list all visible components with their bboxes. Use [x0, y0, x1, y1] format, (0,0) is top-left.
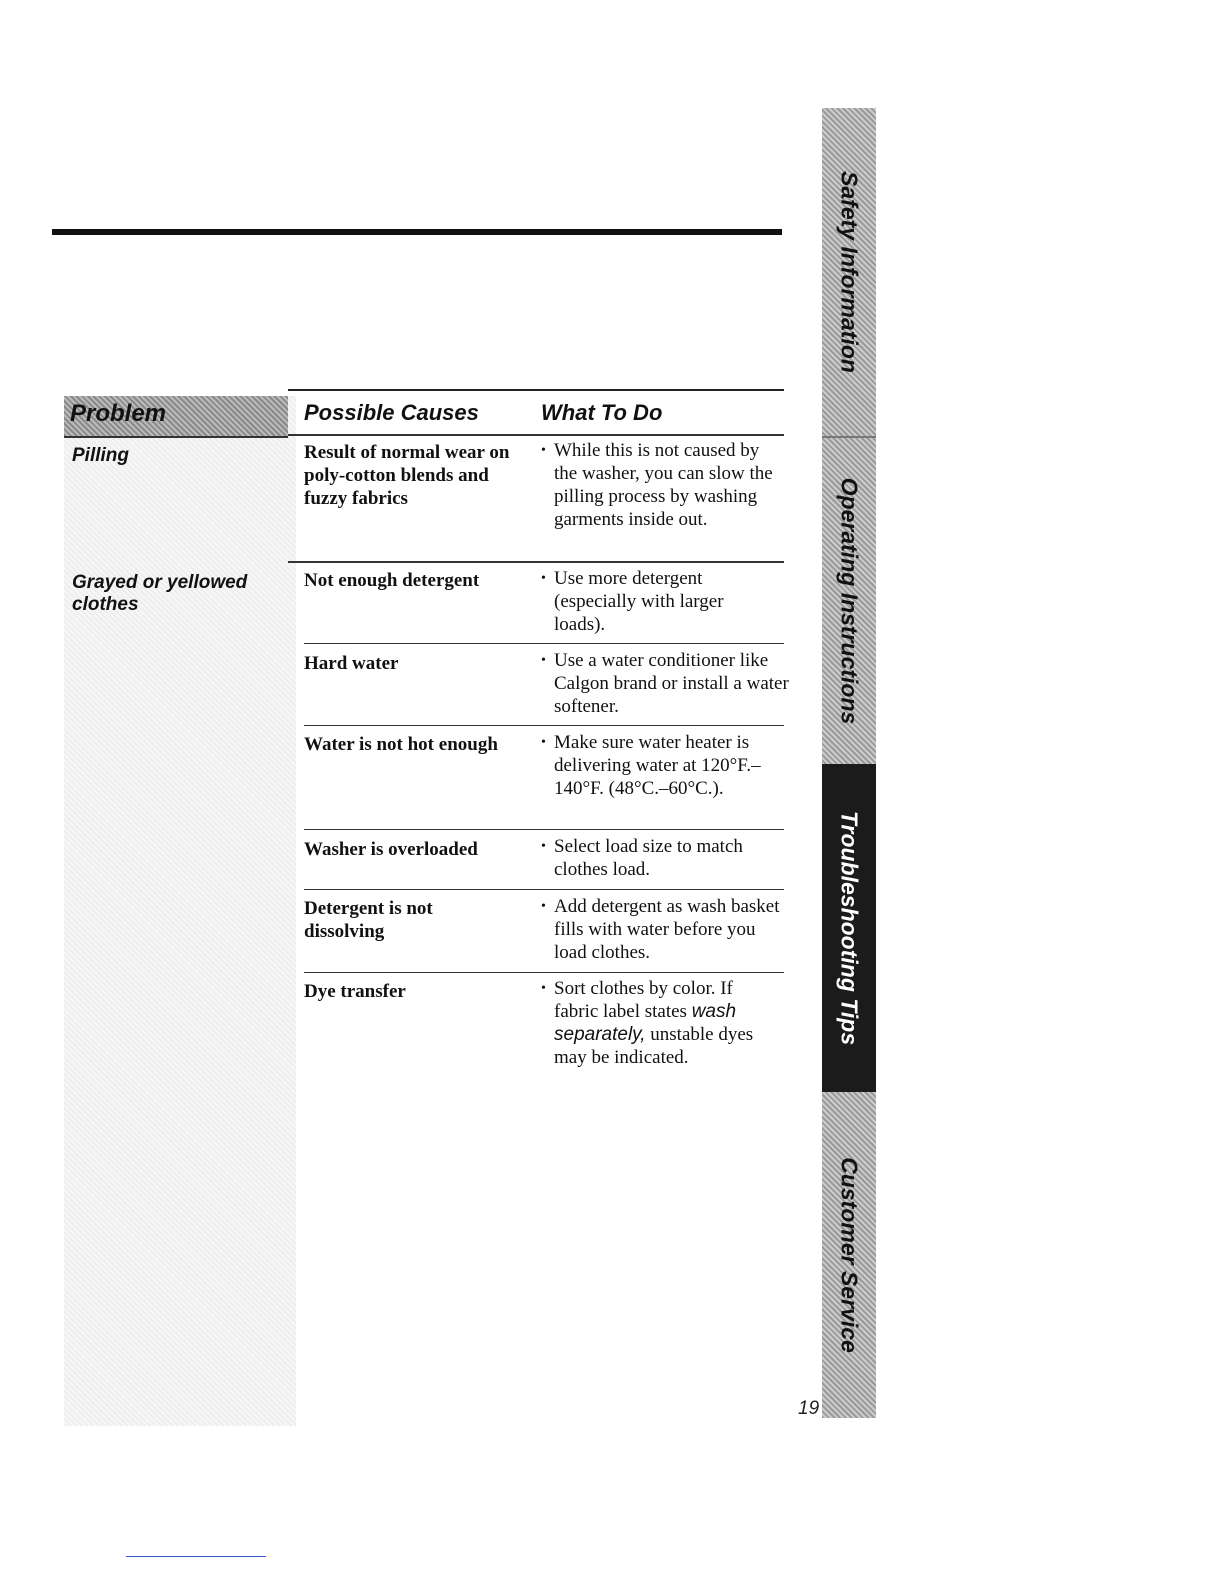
todo-text: Use a water conditioner like Calgon brand or install a water softener. — [554, 650, 789, 717]
row-divider — [304, 829, 784, 830]
todo-item — [541, 835, 781, 881]
causes-column-header: Possible Causes — [304, 400, 479, 425]
top-rule — [52, 229, 782, 235]
todo-text: Select load size to match clothes load. — [554, 836, 743, 880]
bullet-icon: • — [541, 735, 546, 750]
header-rule — [288, 389, 784, 391]
todo-item — [541, 895, 781, 964]
todo-emphasis: wash separately, — [554, 1001, 737, 1045]
page-number: 19 — [798, 1398, 820, 1419]
bullet-icon: • — [541, 839, 546, 854]
cause-text: Result of normal wear on poly-cotton blends and fuzzy fabrics — [304, 442, 510, 509]
todo-text-part: unstable dyes may be indicated. — [554, 1024, 754, 1068]
tab-troubleshooting-tips[interactable] — [822, 764, 876, 1092]
todo-item — [541, 731, 781, 800]
todo-text-part: Sort clothes by color. If fabric label states — [554, 978, 733, 1022]
todo-column-header: What To Do — [541, 400, 663, 425]
header-bottom-rule — [288, 434, 784, 436]
problem-column-shading — [64, 396, 296, 1426]
todo-item — [541, 649, 791, 718]
tab-label: Operating Instructions — [836, 477, 863, 725]
cause-text: Dye transfer — [304, 981, 406, 1002]
bottom-rule — [126, 1556, 266, 1557]
row-divider — [304, 643, 784, 644]
tab-customer-service[interactable] — [822, 1092, 876, 1418]
problem-divider-rule — [288, 561, 784, 563]
cause-text: Not enough detergent — [304, 570, 480, 591]
todo-text: Add detergent as wash basket fills with water before you load clothes. — [554, 896, 780, 963]
tab-safety-information[interactable] — [822, 108, 876, 436]
bullet-icon: • — [541, 981, 546, 996]
tab-label: Customer Service — [836, 1157, 863, 1353]
bullet-icon: • — [541, 899, 546, 914]
tab-operating-instructions[interactable] — [822, 438, 876, 764]
problem-header-rule — [64, 436, 288, 438]
problem-label: Grayed or yellowed clothes — [72, 572, 248, 615]
cause-text: Detergent is not dissolving — [304, 898, 433, 942]
row-divider — [304, 972, 784, 973]
cause-text: Washer is overloaded — [304, 839, 478, 860]
todo-item — [541, 439, 781, 531]
tab-label: Safety Information — [836, 171, 863, 373]
bullet-icon: • — [541, 571, 546, 586]
todo-text: While this is not caused by the washer, you can slow the pilling process by washing garments inside out. — [554, 440, 773, 530]
problem-label: Pilling — [72, 445, 129, 466]
bullet-icon: • — [541, 443, 546, 458]
todo-text: Make sure water heater is delivering water at 120°F.–140°F. (48°C.–60°C.). — [554, 732, 761, 799]
cause-text: Water is not hot enough — [304, 734, 498, 755]
tab-label: Troubleshooting Tips — [836, 810, 863, 1046]
cause-text: Hard water — [304, 653, 399, 674]
row-divider — [304, 889, 784, 890]
todo-item — [541, 567, 761, 636]
todo-text: Use more detergent (especially with larger loads). — [554, 568, 724, 635]
todo-text — [554, 977, 766, 1069]
bullet-icon: • — [541, 653, 546, 668]
row-divider — [304, 725, 784, 726]
problem-column-header: Problem — [70, 400, 167, 427]
todo-item — [541, 977, 766, 1069]
